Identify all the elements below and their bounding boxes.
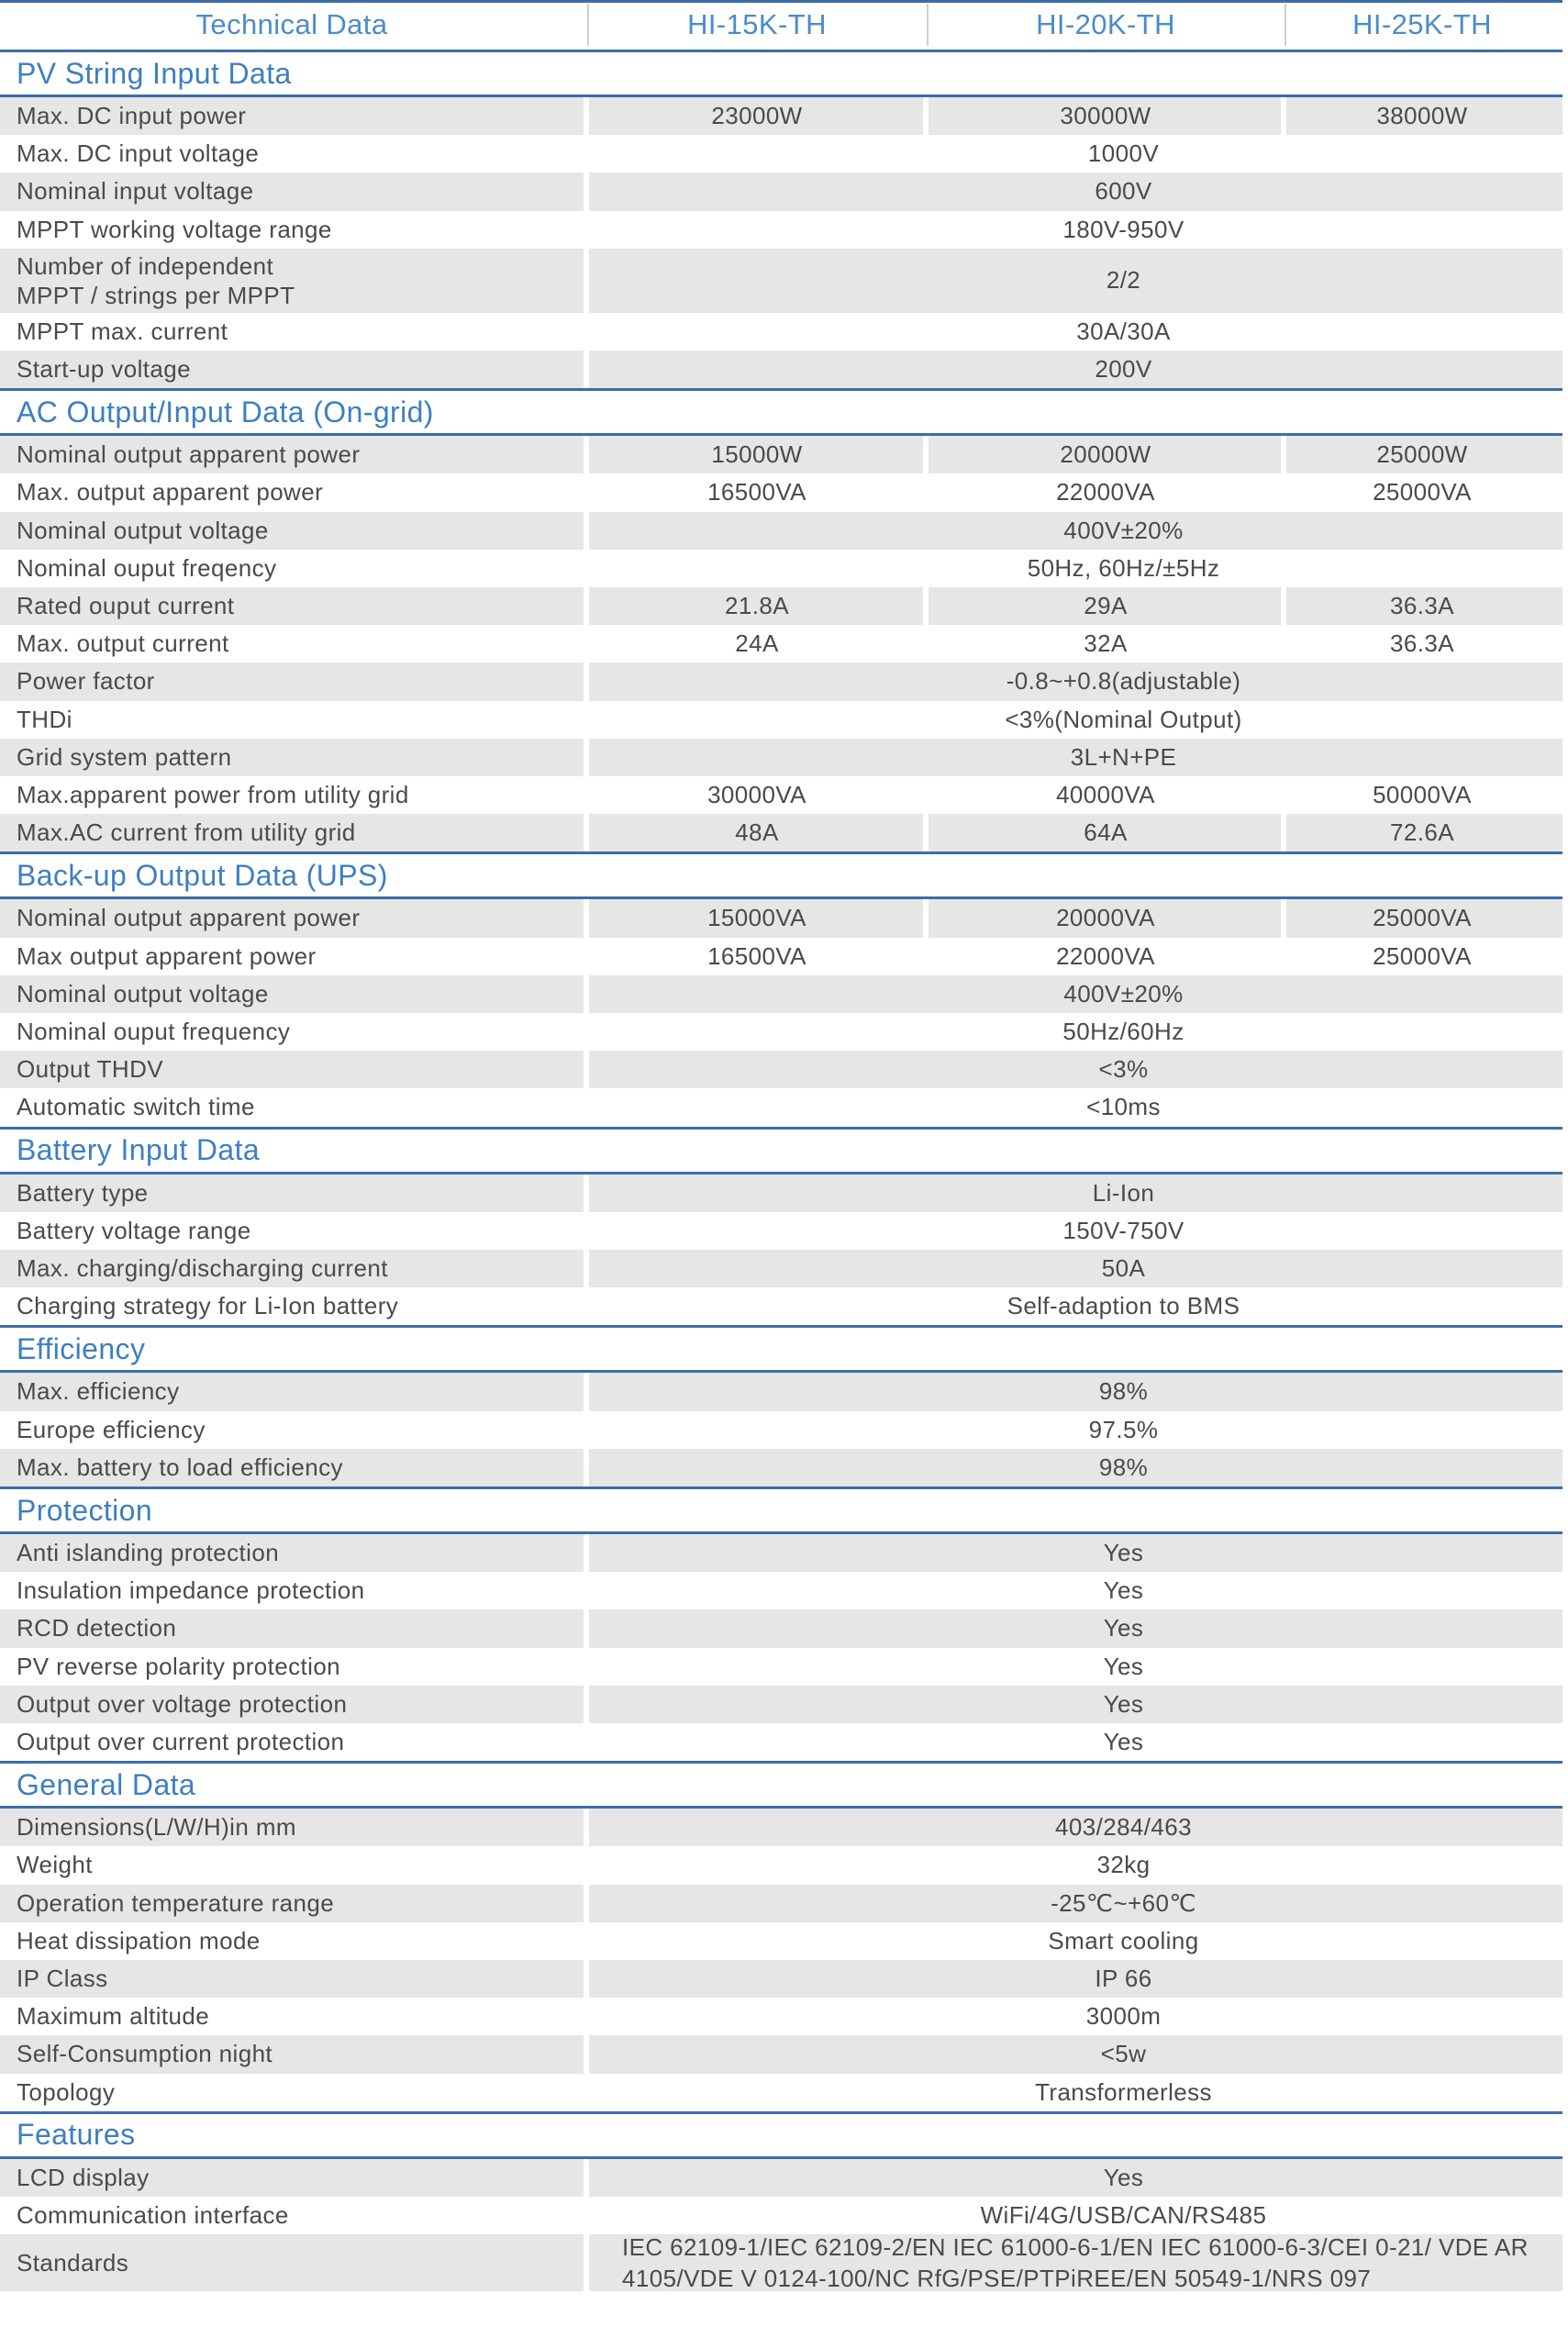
row-label: Battery voltage range xyxy=(17,1216,251,1244)
row-value-3: 36.3A xyxy=(1390,592,1454,620)
table-row xyxy=(0,2197,1568,2234)
section-title: AC Output/Input Data (On-grid) xyxy=(17,395,434,429)
row-value-1: 48A xyxy=(735,818,779,847)
row-value: 600V xyxy=(1095,177,1152,206)
section-header xyxy=(0,1325,1568,1373)
row-label: IP Class xyxy=(17,1965,108,1993)
model-header-3: HI-25K-TH xyxy=(1352,8,1492,40)
section-header xyxy=(0,852,1568,899)
row-label: Max output apparent power xyxy=(17,941,317,970)
row-label: Output over voltage protection xyxy=(17,1689,348,1718)
row-value: 32kg xyxy=(1096,1851,1151,1879)
row-value: 50A xyxy=(1101,1254,1146,1283)
table-row xyxy=(0,2035,1568,2073)
row-label: Max. efficiency xyxy=(17,1377,180,1406)
header-column-divider xyxy=(1284,4,1286,46)
row-value-3: 25000VA xyxy=(1373,478,1472,507)
row-label: Output THDV xyxy=(17,1055,163,1084)
table-row xyxy=(0,1809,1568,1846)
row-value-1: 21.8A xyxy=(725,592,789,620)
row-value: 50Hz/60Hz xyxy=(1062,1018,1184,1046)
section-title: Back-up Output Data (UPS) xyxy=(17,858,388,892)
table-row xyxy=(0,512,1568,550)
row-value-1: 30000VA xyxy=(707,781,806,809)
table-row xyxy=(0,899,1568,937)
row-label: Grid system pattern xyxy=(17,742,232,771)
row-label: Output over current protection xyxy=(17,1728,345,1756)
row-value-2: 22000VA xyxy=(1056,941,1155,970)
row-value-3: 25000VA xyxy=(1373,941,1472,970)
table-row xyxy=(0,1287,1568,1325)
section-title: Battery Input Data xyxy=(17,1133,261,1167)
row-label: RCD detection xyxy=(17,1614,177,1642)
row-value-2: 40000VA xyxy=(1056,781,1155,809)
row-value-2: 64A xyxy=(1084,818,1128,847)
row-label: Operation temperature range xyxy=(17,1888,335,1917)
row-value-2: 20000VA xyxy=(1056,904,1155,932)
row-value: 2/2 xyxy=(1106,266,1141,295)
row-label: MPPT working voltage range xyxy=(17,215,332,243)
row-label: Dimensions(L/W/H)in mm xyxy=(17,1813,296,1842)
section-header xyxy=(0,388,1568,436)
row-value: 400V±20% xyxy=(1063,516,1184,544)
row-value: 150V-750V xyxy=(1062,1216,1184,1244)
row-value: IP 66 xyxy=(1095,1965,1152,1993)
row-value: <3%(Nominal Output) xyxy=(1005,705,1242,733)
table-row xyxy=(0,701,1568,739)
table-row xyxy=(0,211,1568,249)
table-row xyxy=(0,1846,1568,1884)
row-value-2: 29A xyxy=(1084,592,1128,620)
row-value-3: 72.6A xyxy=(1390,818,1454,847)
row-label: MPPT max. current xyxy=(17,317,228,345)
row-label: Max.apparent power from utility grid xyxy=(17,781,409,809)
row-label: Nominal output voltage xyxy=(17,516,269,544)
table-row xyxy=(0,2234,1568,2291)
row-value: Smart cooling xyxy=(1048,1926,1199,1954)
row-label: Power factor xyxy=(17,667,155,696)
section-title: Efficiency xyxy=(17,1331,146,1365)
row-value-2: 20000W xyxy=(1060,440,1151,469)
row-label: Max. DC input voltage xyxy=(17,139,260,168)
row-label: PV reverse polarity protection xyxy=(17,1652,341,1680)
row-value: 30A/30A xyxy=(1076,317,1171,345)
row-value: 3L+N+PE xyxy=(1070,742,1177,771)
table-row xyxy=(0,1174,1568,1212)
row-value: <3% xyxy=(1098,1055,1149,1084)
row-label: Rated ouput current xyxy=(17,592,235,620)
table-row xyxy=(0,1922,1568,1960)
row-value-3: 36.3A xyxy=(1390,629,1454,658)
table-row xyxy=(0,1609,1568,1647)
row-value: Yes xyxy=(1103,1728,1144,1756)
section-header xyxy=(0,2111,1568,2159)
table-row xyxy=(0,975,1568,1013)
row-label: Communication interface xyxy=(17,2201,289,2230)
row-label: Nominal input voltage xyxy=(17,177,254,206)
header-column-divider xyxy=(927,4,929,46)
row-value-3: 25000VA xyxy=(1373,904,1472,932)
table-row xyxy=(0,436,1568,473)
table-row xyxy=(0,2074,1568,2111)
row-label: Max. output apparent power xyxy=(17,478,324,507)
row-label: Nominal output apparent power xyxy=(17,440,361,469)
table-row xyxy=(0,313,1568,351)
row-value-3: 38000W xyxy=(1376,102,1468,130)
row-label: Max. output current xyxy=(17,629,229,658)
row-value: 403/284/463 xyxy=(1055,1813,1192,1842)
row-value: 3000m xyxy=(1085,2002,1162,2031)
row-value: Yes xyxy=(1103,1614,1144,1642)
row-value: 98% xyxy=(1098,1377,1149,1406)
row-value-2: 30000W xyxy=(1060,102,1151,130)
table-row xyxy=(0,351,1568,388)
row-label: Max. charging/discharging current xyxy=(17,1254,388,1283)
table-row xyxy=(0,814,1568,852)
row-value-2: 32A xyxy=(1084,629,1128,658)
row-value: 98% xyxy=(1098,1453,1149,1481)
row-label: Europe efficiency xyxy=(17,1415,206,1443)
table-row xyxy=(0,1534,1568,1572)
row-value: Yes xyxy=(1103,1652,1144,1680)
section-header xyxy=(0,50,1568,97)
table-row xyxy=(0,1686,1568,1723)
table-row xyxy=(0,938,1568,975)
table-row xyxy=(0,1212,1568,1250)
section-title: Protection xyxy=(17,1493,153,1527)
row-label: Max.AC current from utility grid xyxy=(17,818,356,847)
section-header xyxy=(0,1761,1568,1809)
table-row xyxy=(0,473,1568,511)
row-value-1: 15000W xyxy=(711,440,803,469)
row-label: Battery type xyxy=(17,1178,149,1207)
row-value: -25℃~+60℃ xyxy=(1051,1888,1196,1917)
table-row xyxy=(0,1885,1568,1922)
table-row xyxy=(0,1960,1568,1998)
row-value: -0.8~+0.8(adjustable) xyxy=(1006,667,1241,696)
row-value-1: 24A xyxy=(735,629,779,658)
row-value: Yes xyxy=(1103,1539,1144,1567)
row-value: Li-Ion xyxy=(1092,1178,1155,1207)
row-label: Standards xyxy=(17,2249,129,2277)
model-header-1: HI-15K-TH xyxy=(687,8,827,40)
row-label: Insulation impedance protection xyxy=(17,1576,365,1605)
row-label: Automatic switch time xyxy=(17,1093,255,1121)
row-value-3: 50000VA xyxy=(1373,781,1472,809)
header-title: Technical Data xyxy=(195,8,388,40)
row-value-1: 16500VA xyxy=(707,941,806,970)
table-row xyxy=(0,662,1568,700)
row-value: 200V xyxy=(1095,355,1152,384)
row-value-1: 23000W xyxy=(711,102,803,130)
row-value-1: 15000VA xyxy=(707,904,806,932)
row-value: 1000V xyxy=(1087,139,1160,168)
row-label: Nominal output apparent power xyxy=(17,904,361,932)
row-label: Weight xyxy=(17,1851,93,1879)
row-label: Anti islanding protection xyxy=(17,1539,280,1567)
row-value-1: 16500VA xyxy=(707,478,806,507)
table-row xyxy=(0,1411,1568,1449)
table-row xyxy=(0,1449,1568,1486)
row-label: Self-Consumption night xyxy=(17,2040,273,2068)
row-value: 50Hz, 60Hz/±5Hz xyxy=(1027,553,1220,582)
table-row xyxy=(0,1250,1568,1287)
row-value-2: 22000VA xyxy=(1056,478,1155,507)
table-row xyxy=(0,1723,1568,1761)
table-row xyxy=(0,2159,1568,2197)
model-header-2: HI-20K-TH xyxy=(1036,8,1175,40)
section-header xyxy=(0,1486,1568,1534)
table-row xyxy=(0,776,1568,814)
table-row xyxy=(0,135,1568,173)
row-value-3: 25000W xyxy=(1376,440,1468,469)
table-row xyxy=(0,550,1568,587)
row-value: Self-adaption to BMS xyxy=(1006,1292,1240,1320)
row-label: Max. battery to load efficiency xyxy=(17,1453,343,1481)
table-row xyxy=(0,249,1568,313)
section-title: Features xyxy=(17,2118,136,2152)
row-label: Maximum altitude xyxy=(17,2002,210,2031)
table-row xyxy=(0,173,1568,210)
row-label: Charging strategy for Li-Ion battery xyxy=(17,1292,399,1320)
row-value: <10ms xyxy=(1086,1093,1161,1121)
row-label: Topology xyxy=(17,2077,116,2106)
row-value: 180V-950V xyxy=(1062,215,1184,243)
table-row xyxy=(0,1088,1568,1126)
header-column-divider xyxy=(587,4,589,46)
table-row xyxy=(0,97,1568,135)
table-row xyxy=(0,1648,1568,1686)
table-row xyxy=(0,1013,1568,1051)
row-value: WiFi/4G/USB/CAN/RS485 xyxy=(980,2201,1267,2230)
section-title: PV String Input Data xyxy=(17,56,292,90)
row-label: Nominal ouput frequency xyxy=(17,1018,291,1046)
row-label: Number of independent MPPT / strings per MPPT xyxy=(17,251,295,309)
table-row xyxy=(0,587,1568,625)
row-value: IEC 62109-1/IEC 62109-2/EN IEC 61000-6-1/EN IEC 61000-6-3/CEI 0-21/ VDE AR 4105/VDE V 0124-100/NC RfG/PSE/PTPiREE/EN 50549-1/NRS 097 xyxy=(622,2233,1529,2293)
table-row xyxy=(0,1051,1568,1088)
table-header xyxy=(0,0,1568,50)
table-row xyxy=(0,739,1568,776)
section-title: General Data xyxy=(17,1767,196,1801)
row-label: THDi xyxy=(17,705,72,733)
row-value: Yes xyxy=(1103,1576,1144,1605)
section-header xyxy=(0,1127,1568,1174)
table-row xyxy=(0,625,1568,662)
row-value: Transformerless xyxy=(1035,2077,1212,2106)
row-value: Yes xyxy=(1103,1689,1144,1718)
table-row xyxy=(0,1373,1568,1410)
row-value: 97.5% xyxy=(1088,1415,1159,1443)
row-label: Heat dissipation mode xyxy=(17,1926,261,1954)
row-label: Max. DC input power xyxy=(17,102,247,130)
table-row xyxy=(0,1572,1568,1609)
row-value: <5w xyxy=(1100,2040,1147,2068)
row-value: Yes xyxy=(1103,2163,1144,2191)
row-label: Nominal ouput freqency xyxy=(17,553,277,582)
row-label: Start-up voltage xyxy=(17,355,191,384)
table-row xyxy=(0,1998,1568,2035)
row-value: 400V±20% xyxy=(1063,979,1184,1008)
row-label: Nominal output voltage xyxy=(17,979,269,1008)
row-label: LCD display xyxy=(17,2163,150,2191)
